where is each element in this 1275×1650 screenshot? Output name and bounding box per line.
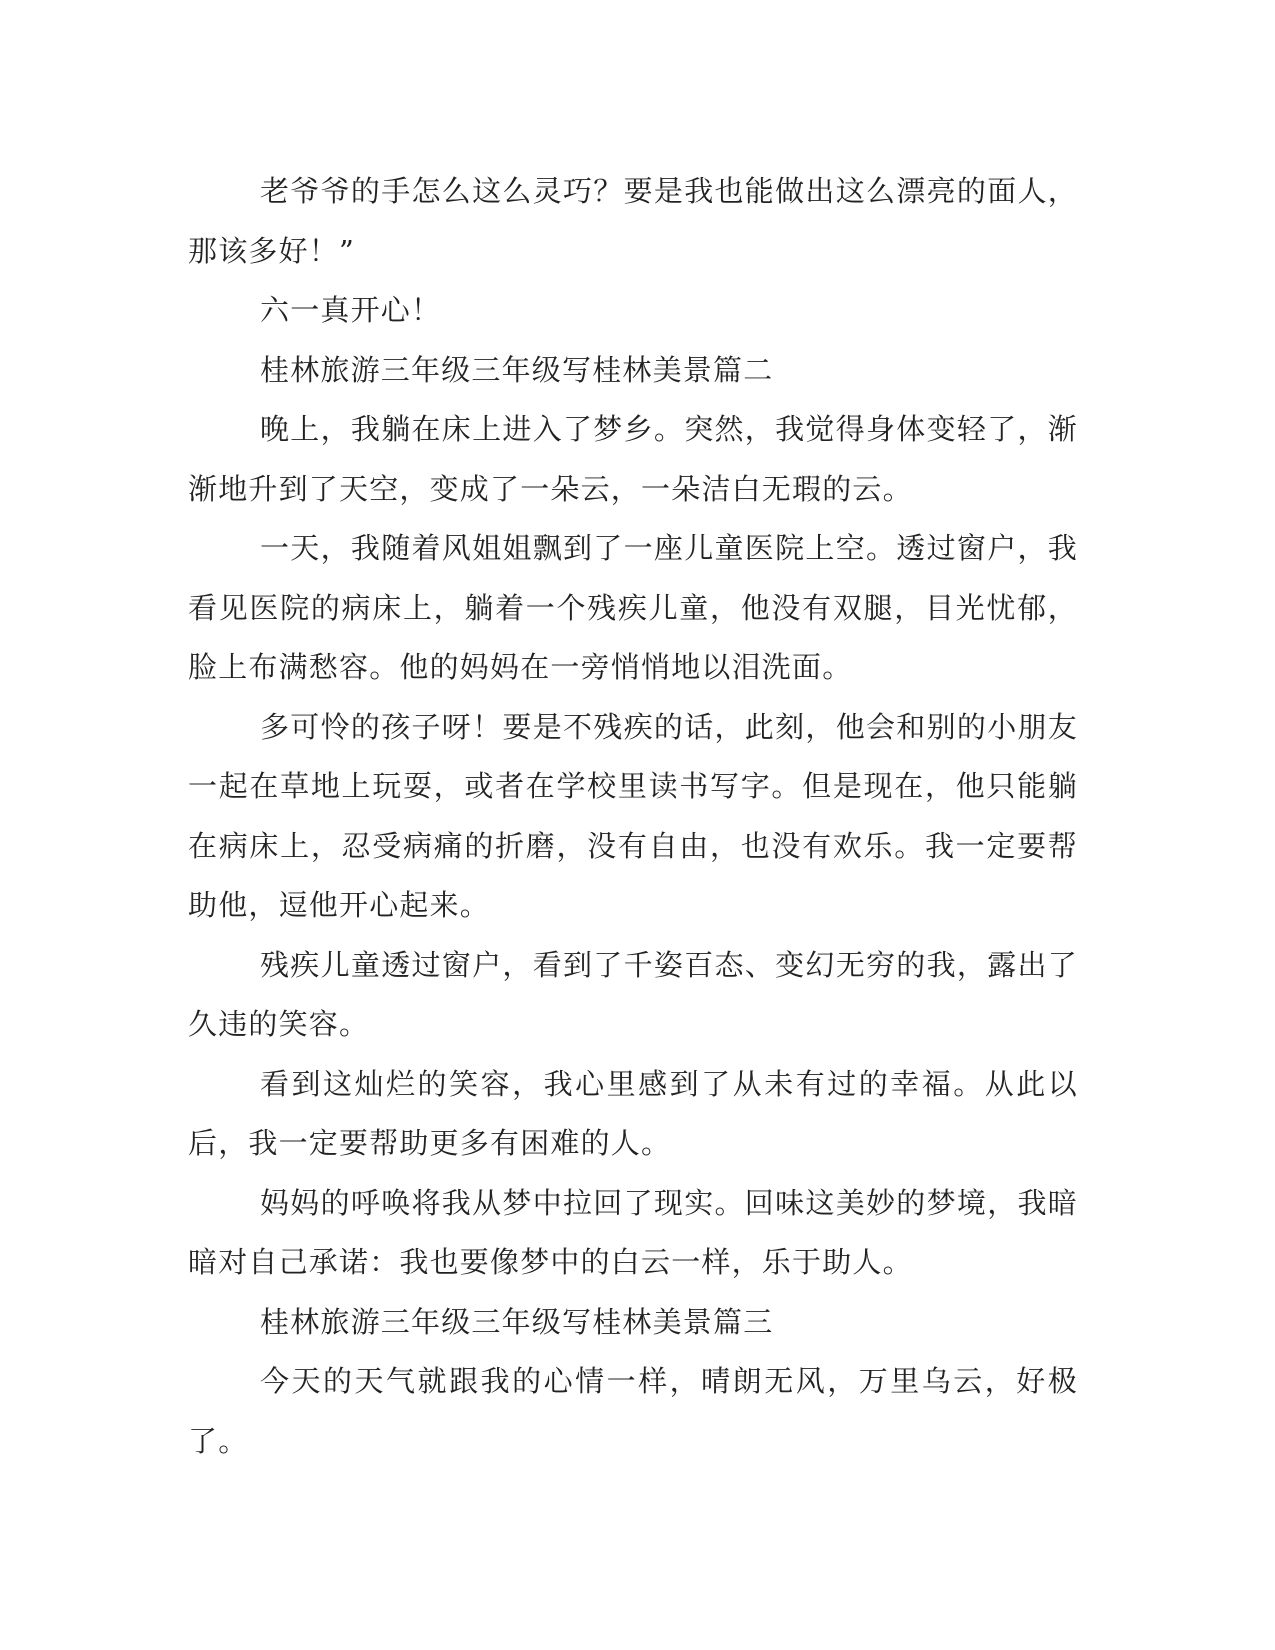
paragraph-wake-up: 妈妈的呼唤将我从梦中拉回了现实。回味这美妙的梦境，我暗暗对自己承诺：我也要像梦中的白云一样，乐于助人。 xyxy=(188,1185,1078,1279)
paragraph-children-day: 六一真开心！ xyxy=(260,293,442,327)
paragraph-poor-child: 多可怜的孩子呀！要是不残疾的话，此刻，他会和别的小朋友一起在草地上玩耍，或者在学校里读书写字。但是现在，他只能躺在病床上，忍受病痛的折磨，没有自由，也没有欢乐。我一定要帮助他，逗他开心起来。 xyxy=(188,709,1078,922)
section-heading-part-two: 桂林旅游三年级三年级写桂林美景篇二 xyxy=(260,352,774,387)
paragraph-dream-cloud: 晚上，我躺在床上进入了梦乡。突然，我觉得身体变轻了，渐渐地升到了天空，变成了一朵云，一朵洁白无瑕的云。 xyxy=(188,412,1078,506)
paragraph-weather: 今天的天气就跟我的心情一样，晴朗无风，万里乌云，好极了。 xyxy=(188,1364,1078,1458)
paragraph-smile: 残疾儿童透过窗户，看到了千姿百态、变幻无穷的我，露出了久违的笑容。 xyxy=(188,947,1078,1041)
document-body xyxy=(188,162,1078,1471)
paragraph-happiness: 看到这灿烂的笑容，我心里感到了从未有过的幸福。从此以后，我一定要帮助更多有困难的人。 xyxy=(188,1066,1078,1160)
paragraph-hospital: 一天，我随着风姐姐飘到了一座儿童医院上空。透过窗户，我看见医院的病床上，躺着一个残疾儿童，他没有双腿，目光忧郁，脸上布满愁容。他的妈妈在一旁悄悄地以泪洗面。 xyxy=(188,531,1078,684)
paragraph-handicraft-ending: 老爷爷的手怎么这么灵巧？要是我也能做出这么漂亮的面人，那该多好！” xyxy=(188,174,1078,268)
section-heading-part-three: 桂林旅游三年级三年级写桂林美景篇三 xyxy=(260,1304,774,1339)
